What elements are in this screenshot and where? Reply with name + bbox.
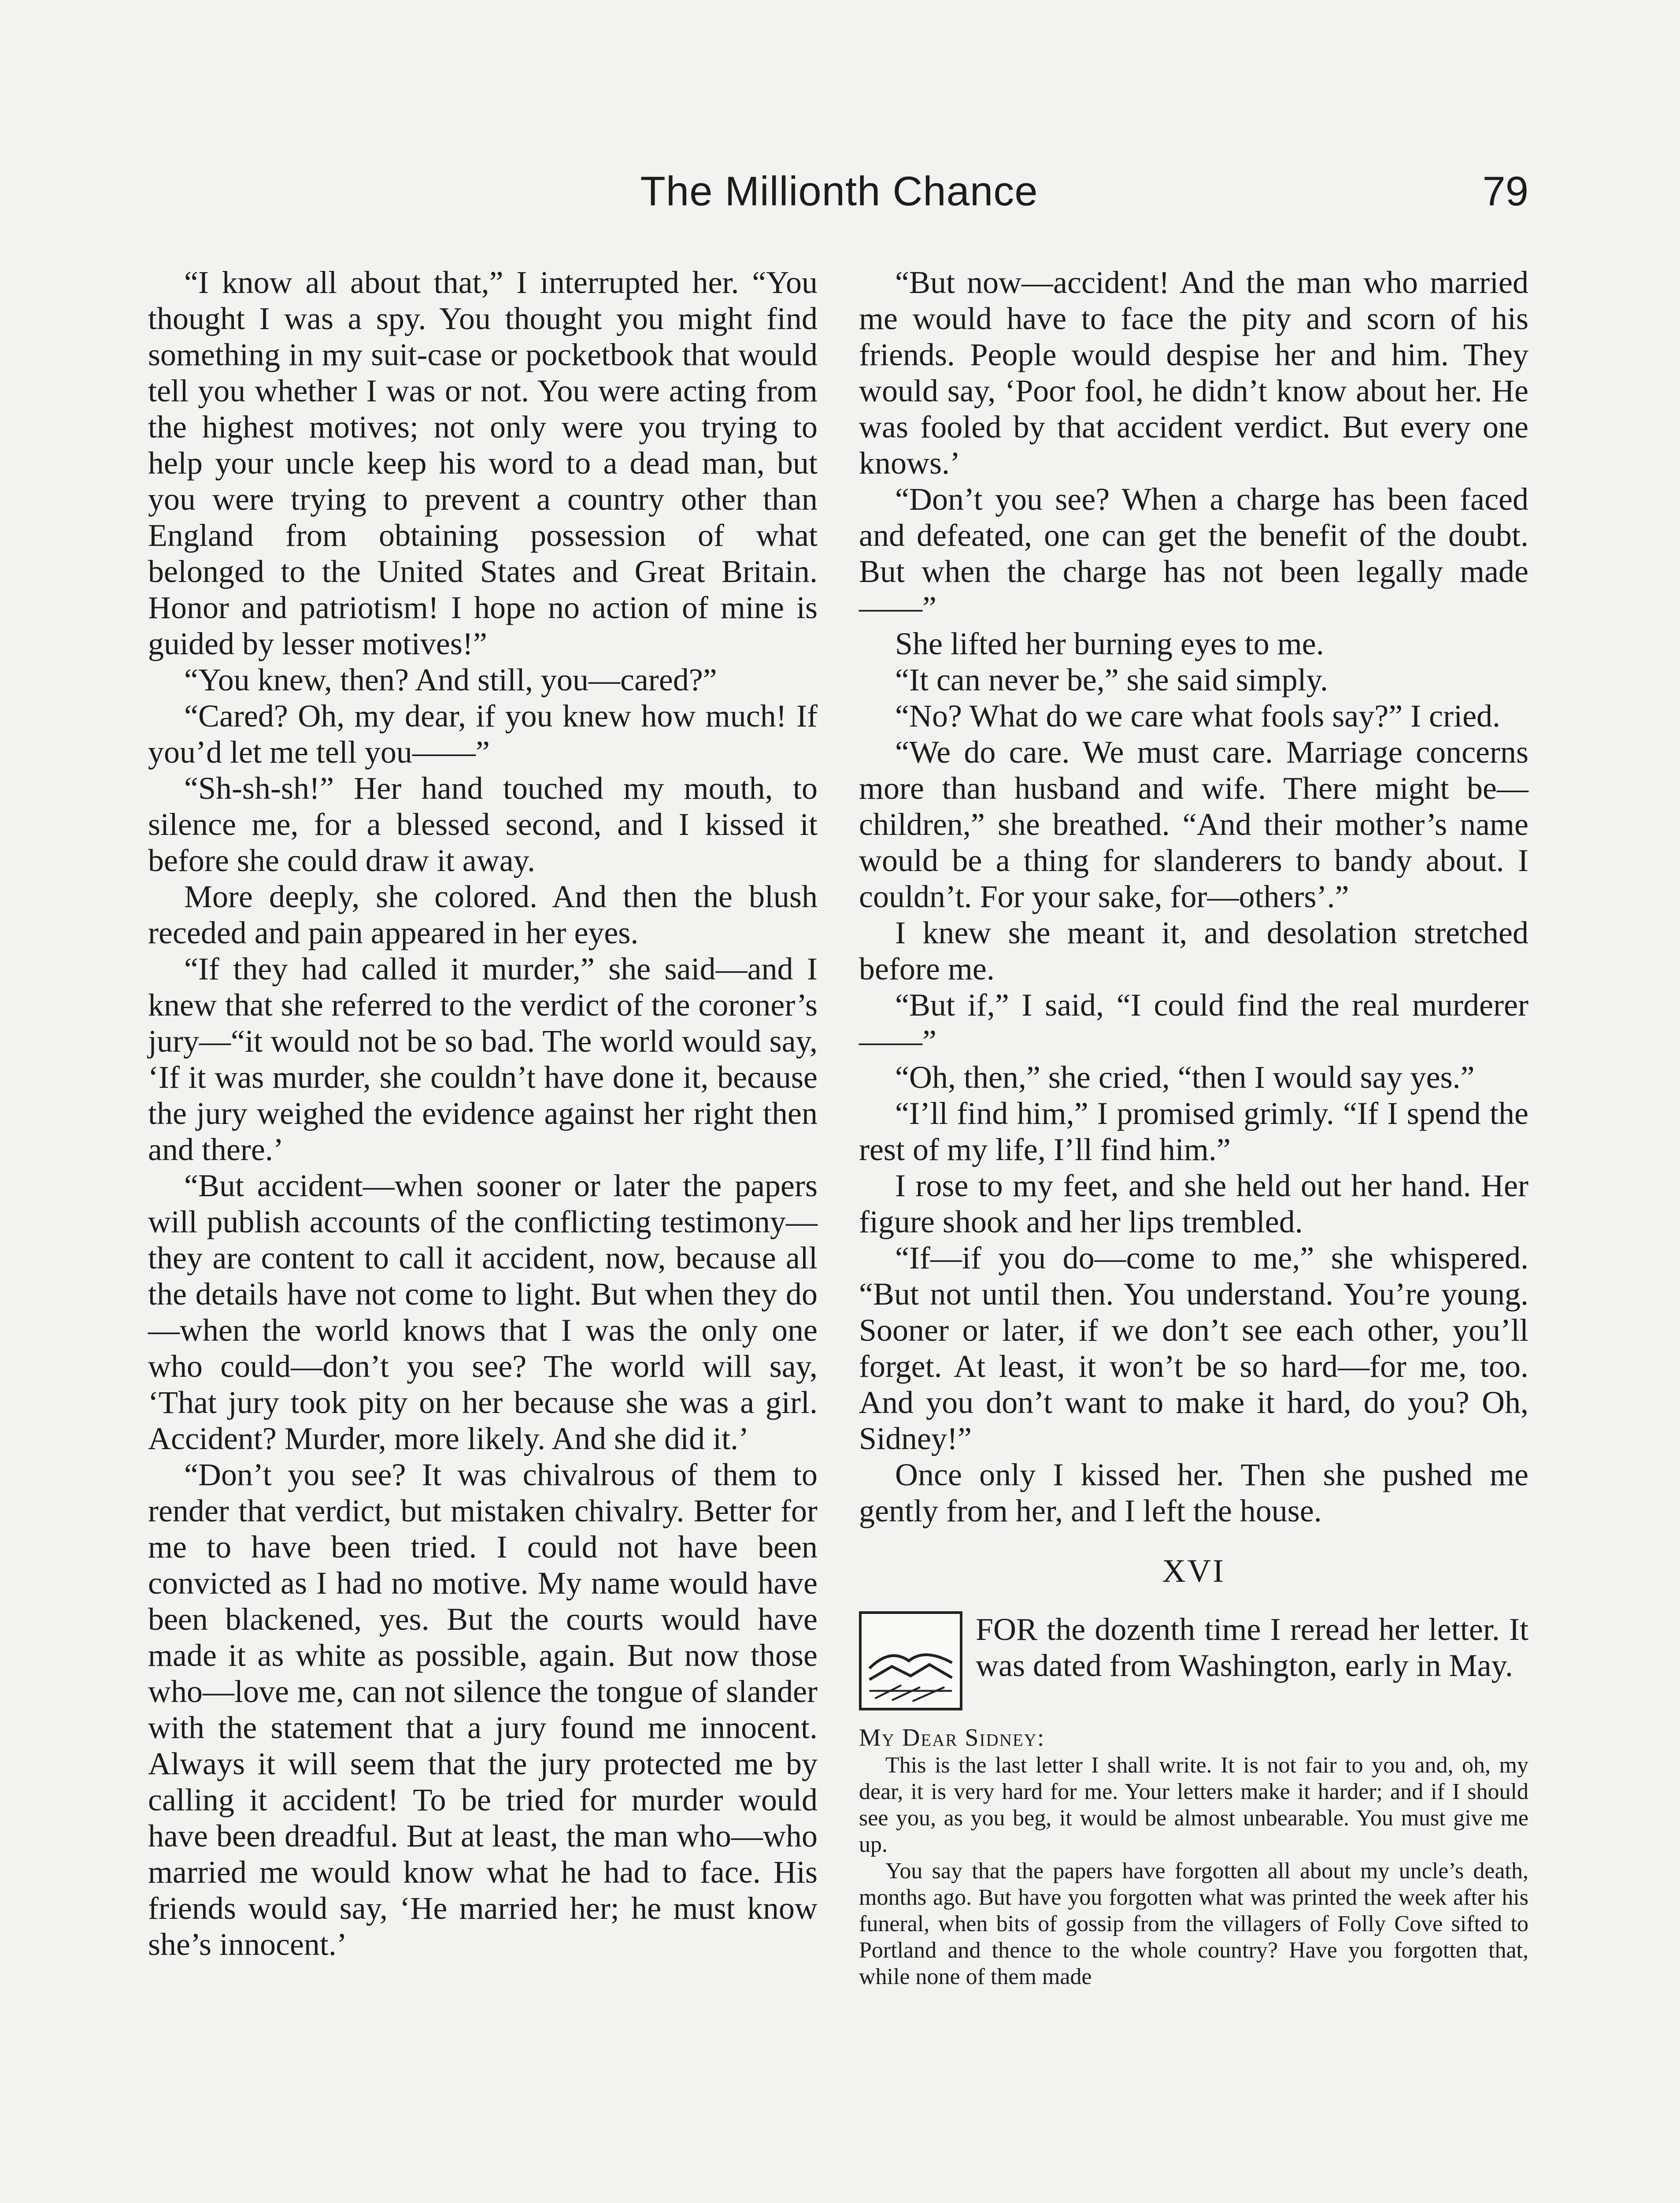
page-number: 79 xyxy=(1482,168,1528,214)
letter-salutation: My Dear Sidney: xyxy=(859,1724,1045,1751)
letter-paragraph: This is the last letter I shall write. It is not fair to you and, oh, my dear, it is very hard for me. Your letters make it harder; and if I should see you, as you beg, it would be almost unbearable. You must give me up. xyxy=(859,1753,1528,1857)
paragraph: “Sh-sh-sh!” Her hand touched my mouth, to silence me, for a blessed second, and I kissed it before she could draw it away. xyxy=(148,771,818,878)
paragraph: She lifted her burning eyes to me. xyxy=(895,626,1324,661)
chapter-opening xyxy=(859,1611,1528,1713)
paragraph: “Don’t you see? When a charge has been faced and defeated, one can get the benefit of the doubt. But when the charge has not been legally made——” xyxy=(859,482,1528,625)
paragraph: Once only I kissed her. Then she pushed me gently from her, and I left the house. xyxy=(859,1457,1528,1528)
paragraph: “We do care. We must care. Marriage concerns more than husband and wife. There might be—children,” she breathed. “And their mother’s name would be a thing for slanderers to bandy about. I couldn’t. For your sake, for—others’.” xyxy=(859,734,1528,914)
paragraph: “Oh, then,” she cried, “then I would say yes.” xyxy=(895,1060,1475,1095)
chapter-heading: XVI xyxy=(1162,1553,1225,1589)
landscape-vignette-icon xyxy=(862,1614,960,1708)
paragraph: I knew she meant it, and desolation stretched before me. xyxy=(859,915,1528,987)
decorative-initial-icon xyxy=(859,1611,962,1710)
paragraph: “But now—accident! And the man who married me would have to face the pity and scorn of his friends. People would despise her and him. They would say, ‘Poor fool, he didn’t know about her. He was fooled by that accident verdict. But every one knows.’ xyxy=(859,265,1528,481)
paragraph: “Don’t you see? It was chivalrous of them to render that verdict, but mistaken chivalry. Better for me to have been tried. I could not have been convicted as I had no motive. My name would have been blackened, yes. But the courts would have made it as white as possible, again. But now those who—love me, can not silence the tongue of slander with the statement that a jury found me innocent. Always it will seem that the jury protected me by calling it accident! To be tried for murder would have been dreadful. But at least, the man who—who married me would know what he had to face. His friends would say, ‘He married her; he must know she’s innocent.’ xyxy=(148,1457,818,1962)
right-column xyxy=(859,264,1528,1990)
paragraph: “If they had called it murder,” she said—and I knew that she referred to the verdict of the coroner’s jury—“it would not be so bad. The world would say, ‘If it was murder, she couldn’t have done it, because the jury weighed the evidence against her right then and there.’ xyxy=(148,951,818,1167)
paragraph: “Cared? Oh, my dear, if you knew how much! If you’d let me tell you——” xyxy=(148,698,818,770)
paragraph: “But accident—when sooner or later the papers will publish accounts of the conflicting testimony—they are content to call it accident, now, because all the details have not come to light. But when they do—when the world knows that I was the only one who could—don’t you see? The world will say, ‘That jury took pity on her because she was a girl. Accident? Murder, more likely. And she did it.’ xyxy=(148,1168,818,1456)
letter-paragraph: You say that the papers have forgotten all about my uncle’s death, months ago. But have you forgotten what was printed the week after his funeral, when bits of gossip from the villagers of Folly Cove sifted to Portland and thence to the whole country? Have you forgotten that, while none of them made xyxy=(859,1858,1528,1989)
paragraph: “It can never be,” she said simply. xyxy=(895,662,1328,697)
paragraph: “I know all about that,” I interrupted her. “You thought I was a spy. You thought you might find something in my suit-case or pocketbook that would tell you whether I was or not. You were acting from the highest motives; not only were you trying to help your uncle keep his word to a dead man, but you were trying to prevent a country other than England from obtaining possession of what belonged to the United States and Great Britain. Honor and patriotism! I hope no action of mine is guided by lesser motives!” xyxy=(148,265,818,661)
chapter-opening-text: FOR the dozenth time I reread her letter. It was dated from Washington, early in May. xyxy=(976,1612,1528,1683)
paragraph: “You knew, then? And still, you—cared?” xyxy=(184,662,717,697)
left-column xyxy=(148,264,818,1962)
paragraph: More deeply, she colored. And then the blush receded and pain appeared in her eyes. xyxy=(148,879,818,950)
paragraph: “I’ll find him,” I promised grimly. “If I spend the rest of my life, I’ll find him.” xyxy=(859,1096,1528,1167)
paragraph: “If—if you do—come to me,” she whispered. “But not until then. You understand. You’re young. Sooner or later, if we don’t see each other, you’ll forget. At least, it won’t be so hard—for me, too. And you don’t want to make it hard, do you? Oh, Sidney!” xyxy=(859,1240,1528,1456)
page-header xyxy=(150,167,1528,234)
running-title: The Millionth Chance xyxy=(640,168,1038,214)
paragraph: “But if,” I said, “I could find the real murderer——” xyxy=(859,987,1528,1059)
letter-body xyxy=(859,1752,1528,1990)
paragraph: I rose to my feet, and she held out her hand. Her figure shook and her lips trembled. xyxy=(859,1168,1528,1239)
paragraph: “No? What do we care what fools say?” I cried. xyxy=(895,698,1501,734)
